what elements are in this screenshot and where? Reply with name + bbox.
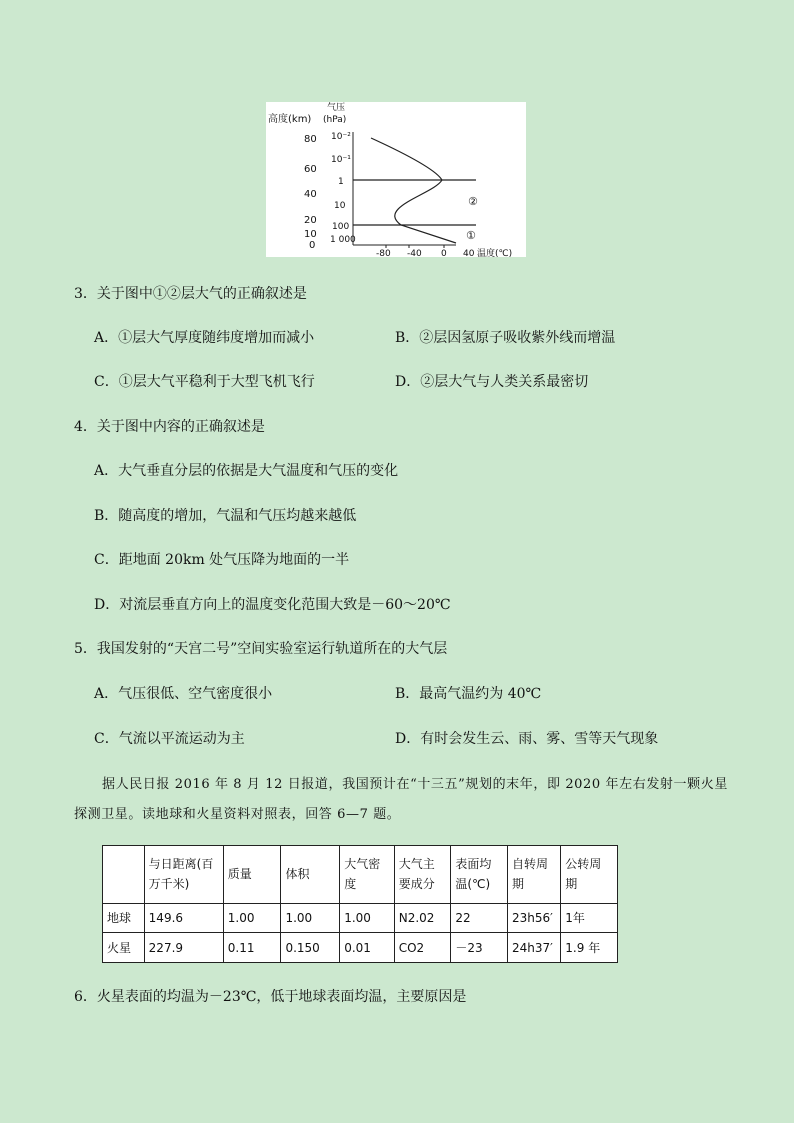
- table-cell: 1.00: [340, 903, 395, 933]
- table-cell: －23: [451, 933, 508, 963]
- table-row: [103, 933, 618, 963]
- question-3-option-a: A．①层大气厚度随纬度增加而减小: [94, 330, 315, 346]
- temperature-curve: [371, 138, 456, 243]
- table-cell: 149.6: [144, 903, 223, 933]
- question-3-option-c: C．①层大气平稳利于大型飞机飞行: [94, 374, 315, 390]
- question-5-option-d: D．有时会发生云、雨、雾、雪等天气现象: [395, 731, 659, 747]
- temp-tick-40: 40: [463, 249, 475, 257]
- table-header-cell: 自转周期: [508, 846, 561, 904]
- table-cell: 1年: [561, 903, 618, 933]
- passage-line-2: 探测卫星。读地球和火星资料对照表，回答 6—7 题。: [74, 807, 401, 822]
- table-cell: 22: [451, 903, 508, 933]
- question-6-stem: 6．火星表面的均温为－23℃，低于地球表面均温，主要原因是: [74, 989, 467, 1005]
- question-3-stem: 3．关于图中①②层大气的正确叙述是: [74, 286, 307, 302]
- table-cell: 0.01: [340, 933, 395, 963]
- temp-tick-neg40: -40: [407, 249, 422, 257]
- table-cell: 24h37′: [508, 933, 561, 963]
- height-tick-80: 80: [304, 134, 317, 145]
- question-4-option-d: D．对流层垂直方向上的温度变化范围大致是－60～20℃: [94, 597, 451, 613]
- temp-tick-0: 0: [441, 249, 447, 257]
- table-header-cell: 体积: [281, 846, 340, 904]
- height-tick-0: 0: [309, 240, 316, 251]
- table-cell: 1.00: [223, 903, 281, 933]
- question-3-option-d: D．②层大气与人类关系最密切: [395, 374, 589, 390]
- table-header-cell: 大气主要成分: [394, 846, 451, 904]
- table-header-cell: [103, 846, 145, 904]
- pressure-tick-4: 100: [332, 222, 350, 232]
- table-cell: 火星: [103, 933, 145, 963]
- pressure-axis-unit: (hPa): [323, 115, 347, 125]
- table-cell: N2.02: [394, 903, 451, 933]
- pressure-tick-5: 1 000: [330, 235, 356, 245]
- table-cell: 227.9: [144, 933, 223, 963]
- question-4-stem: 4．关于图中内容的正确叙述是: [74, 419, 265, 435]
- question-5-stem: 5．我国发射的“天宫二号”空间实验室运行轨道所在的大气层: [74, 641, 448, 657]
- height-tick-20: 20: [304, 215, 317, 226]
- temp-tick-neg80: -80: [376, 249, 391, 257]
- atmosphere-chart: [266, 102, 526, 257]
- table-cell: 0.150: [281, 933, 340, 963]
- question-4-option-a: A．大气垂直分层的依据是大气温度和气压的变化: [94, 463, 399, 479]
- height-tick-60: 60: [304, 164, 317, 175]
- pressure-tick-2: 1: [338, 177, 344, 187]
- height-axis-label: 高度(km): [268, 114, 312, 125]
- table-cell: 1.9 年: [561, 933, 618, 963]
- table-cell: 地球: [103, 903, 145, 933]
- question-4-option-c: C．距地面 20km 处气压降为地面的一半: [94, 552, 350, 568]
- pressure-axis-label: 气压: [327, 103, 346, 113]
- question-5-option-b: B．最高气温约为 40℃: [395, 686, 542, 702]
- atmosphere-figure: [266, 102, 526, 257]
- pressure-tick-3: 10: [334, 201, 346, 211]
- passage-line-1: 据人民日报 2016 年 8 月 12 日报道，我国预计在“十三五”规划的末年，即 2020 年左右发射一颗火星: [102, 777, 728, 792]
- pressure-tick-0: 10⁻²: [331, 132, 351, 142]
- temp-axis-label: 温度(℃): [477, 249, 513, 257]
- table-header-cell: 大气密度: [340, 846, 395, 904]
- question-5-option-c: C．气流以平流运动为主: [94, 731, 245, 747]
- height-tick-10: 10: [304, 229, 317, 240]
- height-tick-40: 40: [304, 189, 317, 200]
- layer-mark-1: ①: [466, 229, 476, 242]
- table-header-cell: 表面均温(℃): [451, 846, 508, 904]
- table-header-cell: 公转周期: [561, 846, 618, 904]
- table-header-cell: 与日距离(百万千米): [144, 846, 223, 904]
- layer-mark-2: ②: [468, 195, 478, 208]
- question-4-option-b: B．随高度的增加，气温和气压均越来越低: [94, 508, 357, 524]
- table-cell: CO2: [394, 933, 451, 963]
- table-cell: 23h56′: [508, 903, 561, 933]
- question-5-option-a: A．气压很低、空气密度很小: [94, 686, 273, 702]
- table-header-cell: 质量: [223, 846, 281, 904]
- earth-mars-table: [102, 845, 618, 963]
- table-cell: 0.11: [223, 933, 281, 963]
- question-3-option-b: B．②层因氢原子吸收紫外线而增温: [395, 330, 616, 346]
- table-header-row: [103, 846, 618, 904]
- pressure-tick-1: 10⁻¹: [331, 155, 351, 165]
- table-cell: 1.00: [281, 903, 340, 933]
- table-row: [103, 903, 618, 933]
